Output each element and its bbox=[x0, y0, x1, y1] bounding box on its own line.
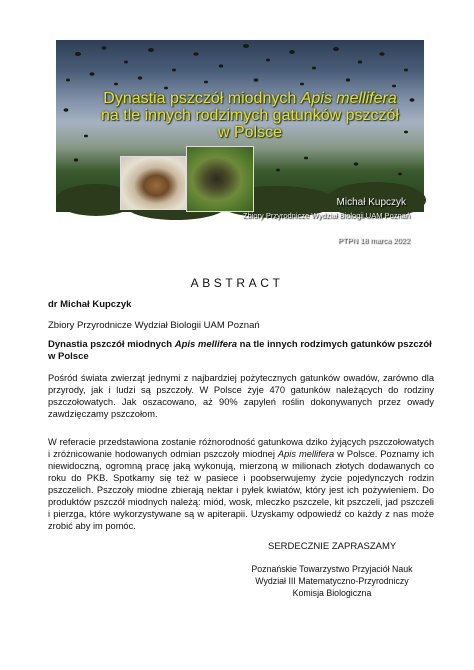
abstract-paragraph-2: W referacie przedstawiona zostanie różnorodność gatunkowa dziko żyjących pszczołowatych i zróżnicowanie hodowanych odmian pszczoły miodnej Apis mellifera w Polsce. Poznamy ich niewidoczną, ogromną pracę jaką wykonują, mierzoną w milionach złotych dodawanych co roku do PKB. Spotkamy się też w pasiece i poobserwujemy życie pojedynczych rodzin pszczelich. Pszczoły miodne zbierają nektar i pyłek kwiatów, który jest ich pożywieniem. Do produktów pszczół miodnych należą: miód, wosk, mleczko pszczele, kit pszczeli, jad pszczeli i pierzga, które wykorzystywane są w apiterapii. Uzyskamy odpowiedź co każdy z nas może zrobić aby im pomóc. bbox=[48, 437, 434, 531]
banner-affiliation: Zbiory Przyrodnicze Wydział Biologii UAM Poznań bbox=[242, 211, 410, 220]
bumblebee-photo bbox=[186, 146, 254, 212]
banner-author: Michał Kupczyk bbox=[336, 197, 406, 208]
abstract-heading: ABSTRACT bbox=[190, 276, 284, 290]
banner-title-species: Apis mellifera bbox=[300, 90, 397, 107]
organizer-line-1: Poznańskie Towarzystwo Przyjaciół Nauk bbox=[251, 564, 413, 574]
banner-title: Dynastia pszczół miodnych Apis mellifera na tle innych rodzimych gatunków pszczół w Polsce bbox=[101, 90, 399, 141]
banner-event-date: PTPN 18 marca 2022 bbox=[337, 236, 410, 245]
author-affiliation: Zbiory Przyrodnicze Wydział Biologii UAM Poznań bbox=[48, 320, 260, 331]
talk-title: Dynastia pszczół miodnych Apis mellifera na tle innych rodzimych gatunków pszczół w Polsce bbox=[48, 339, 432, 362]
bee-photo bbox=[120, 156, 186, 210]
header-banner bbox=[56, 40, 424, 245]
organizer-line-2: Wydział III Matematyczno-Przyrodniczy bbox=[255, 576, 409, 586]
invitation: SERDECZNIE ZAPRASZAMY bbox=[268, 541, 397, 552]
author-name: dr Michał Kupczyk bbox=[48, 299, 132, 310]
organizer-line-3: Komisja Biologiczna bbox=[292, 588, 372, 598]
abstract-paragraph-1: Pośród świata zwierząt jednymi z najbardziej pożytecznych gatunków owadów, zarówno dla przyrody, jak i ludzi są pszczoły. W Polsce żyje 470 gatunków należących do rodziny pszczołowatych. Jak oszacowano, aż 90% zapyleń roślin dokonywanych przez owady zawdzięczamy pszczołom. bbox=[48, 373, 434, 419]
paragraph-species: Apis mellifera bbox=[277, 449, 335, 459]
talk-title-species: Apis mellifera bbox=[174, 339, 238, 350]
